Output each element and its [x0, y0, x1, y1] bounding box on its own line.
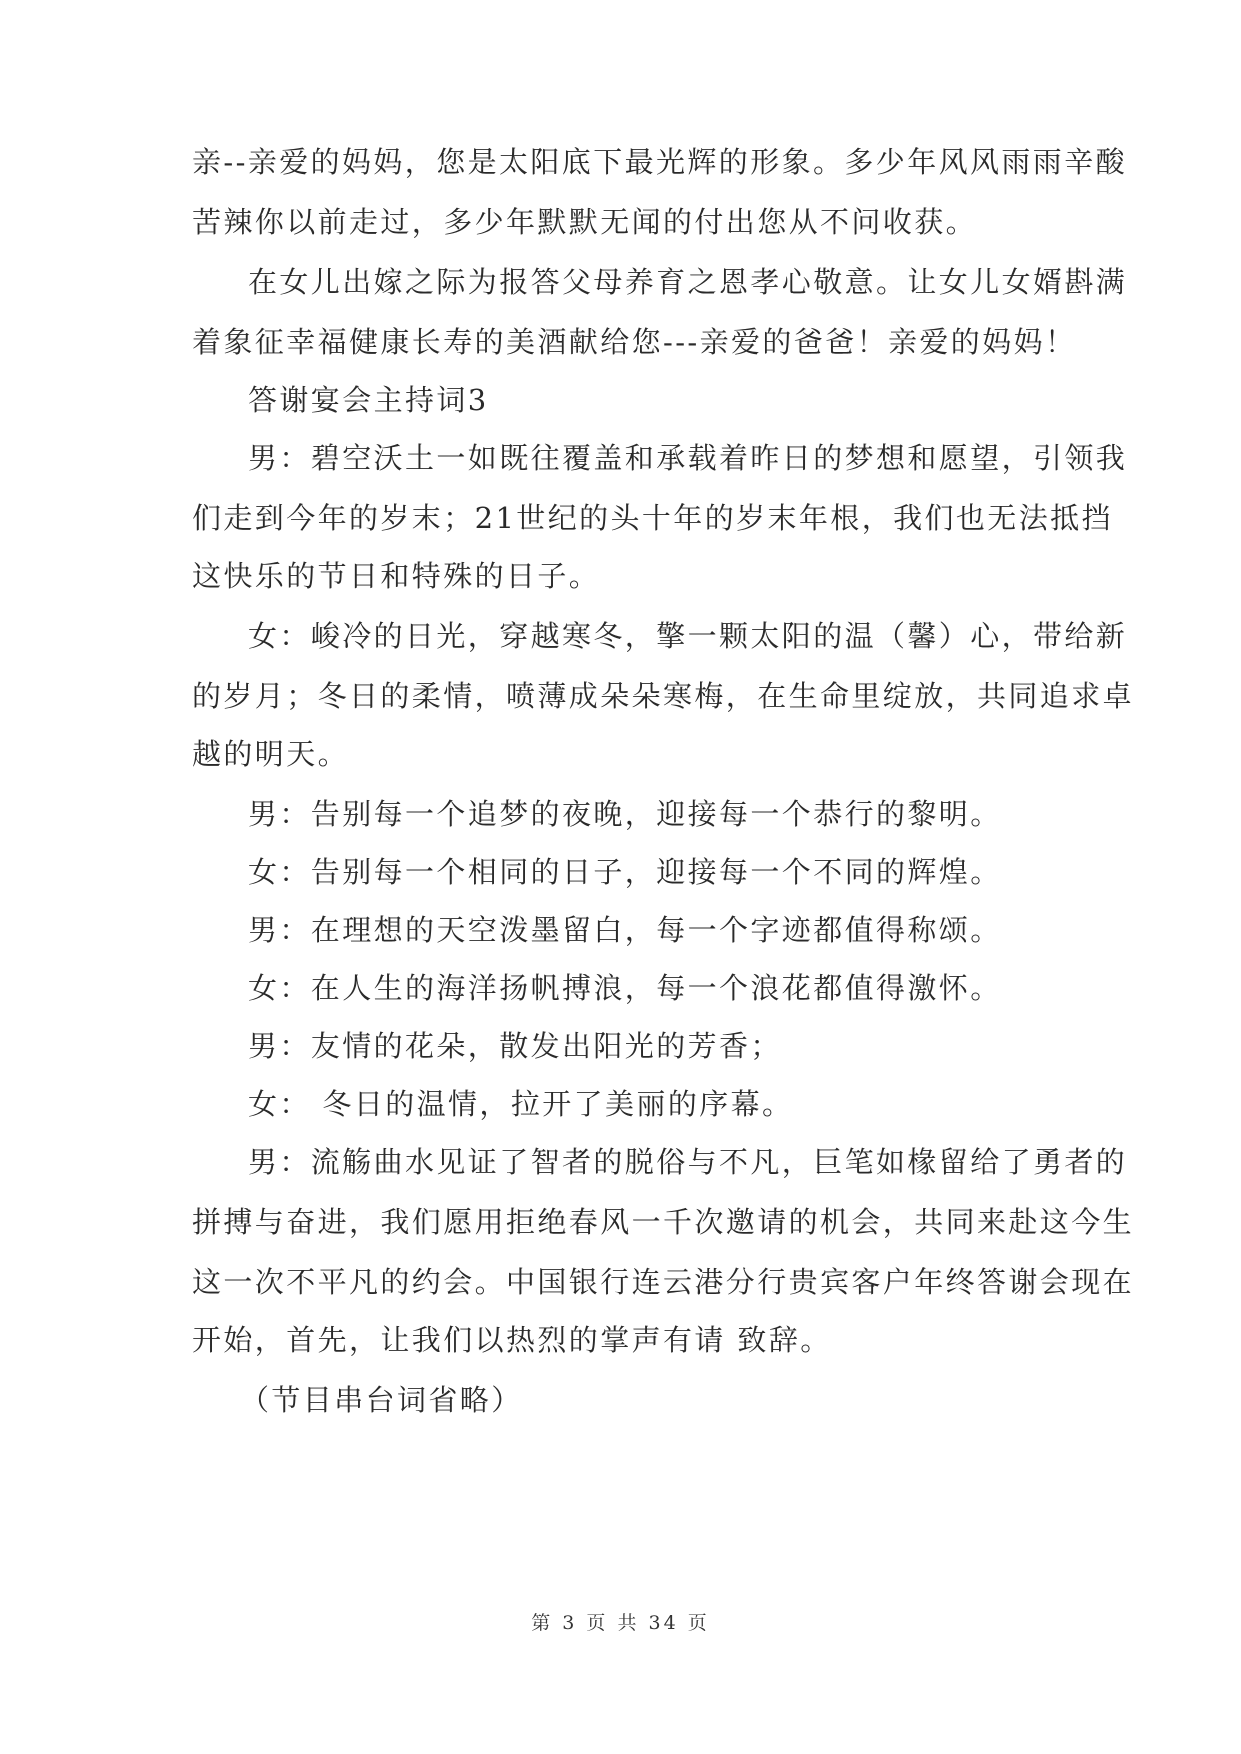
body-text-line: 着象征幸福健康长寿的美酒献给您---亲爱的爸爸！亲爱的妈妈！ — [192, 325, 1077, 359]
dialogue-line-female: 女：告别每一个相同的日子，迎接每一个不同的辉煌。 — [248, 855, 1002, 889]
dialogue-line-male: 男：告别每一个追梦的夜晚，迎接每一个恭行的黎明。 — [248, 797, 1002, 831]
section-heading: 答谢宴会主持词3 — [248, 383, 489, 417]
dialogue-line-male: 男：碧空沃土一如既往覆盖和承载着昨日的梦想和愿望，引领我 — [248, 441, 1128, 475]
body-text-line: 越的明天。 — [192, 737, 350, 771]
dialogue-line-female: 女： 冬日的温情，拉开了美丽的序幕。 — [248, 1087, 794, 1121]
body-text-line: 亲--亲爱的妈妈，您是太阳底下最光辉的形象。多少年风风雨雨辛酸 — [192, 145, 1127, 179]
dialogue-line-male: 男：在理想的天空泼墨留白，每一个字迹都值得称颂。 — [248, 913, 1002, 947]
dialogue-line-male: 男：友情的花朵，散发出阳光的芳香； — [248, 1029, 782, 1063]
paragraph-text-line: 在女儿出嫁之际为报答父母养育之恩孝心敬意。让女儿女婿斟满 — [248, 265, 1128, 299]
dialogue-line-female: 女：在人生的海洋扬帆搏浪，每一个浪花都值得激怀。 — [248, 971, 1002, 1005]
body-text-line: 这一次不平凡的约会。中国银行连云港分行贵宾客户年终答谢会现在 — [192, 1265, 1135, 1299]
body-text-line: 苦辣你以前走过，多少年默默无闻的付出您从不问收获。 — [192, 205, 978, 239]
stage-note: （节目串台词省略） — [240, 1383, 523, 1417]
page-number-footer: 第 3 页 共 34 页 — [531, 1612, 710, 1634]
body-text-line: 的岁月；冬日的柔情，喷薄成朵朵寒梅，在生命里绽放，共同追求卓 — [192, 679, 1135, 713]
body-text-line: 这快乐的节日和特殊的日子。 — [192, 559, 601, 593]
body-text-line: 开始，首先，让我们以热烈的掌声有请 致辞。 — [192, 1323, 832, 1357]
body-text-line: 们走到今年的岁末；21世纪的头十年的岁末年根，我们也无法抵挡 — [192, 501, 1113, 535]
dialogue-line-male: 男：流觞曲水见证了智者的脱俗与不凡，巨笔如椽留给了勇者的 — [248, 1145, 1128, 1179]
body-text-line: 拼搏与奋进，我们愿用拒绝春风一千次邀请的机会，共同来赴这今生 — [192, 1205, 1135, 1239]
dialogue-line-female: 女：峻冷的日光，穿越寒冬，擎一颗太阳的温（馨）心，带给新 — [248, 619, 1128, 653]
